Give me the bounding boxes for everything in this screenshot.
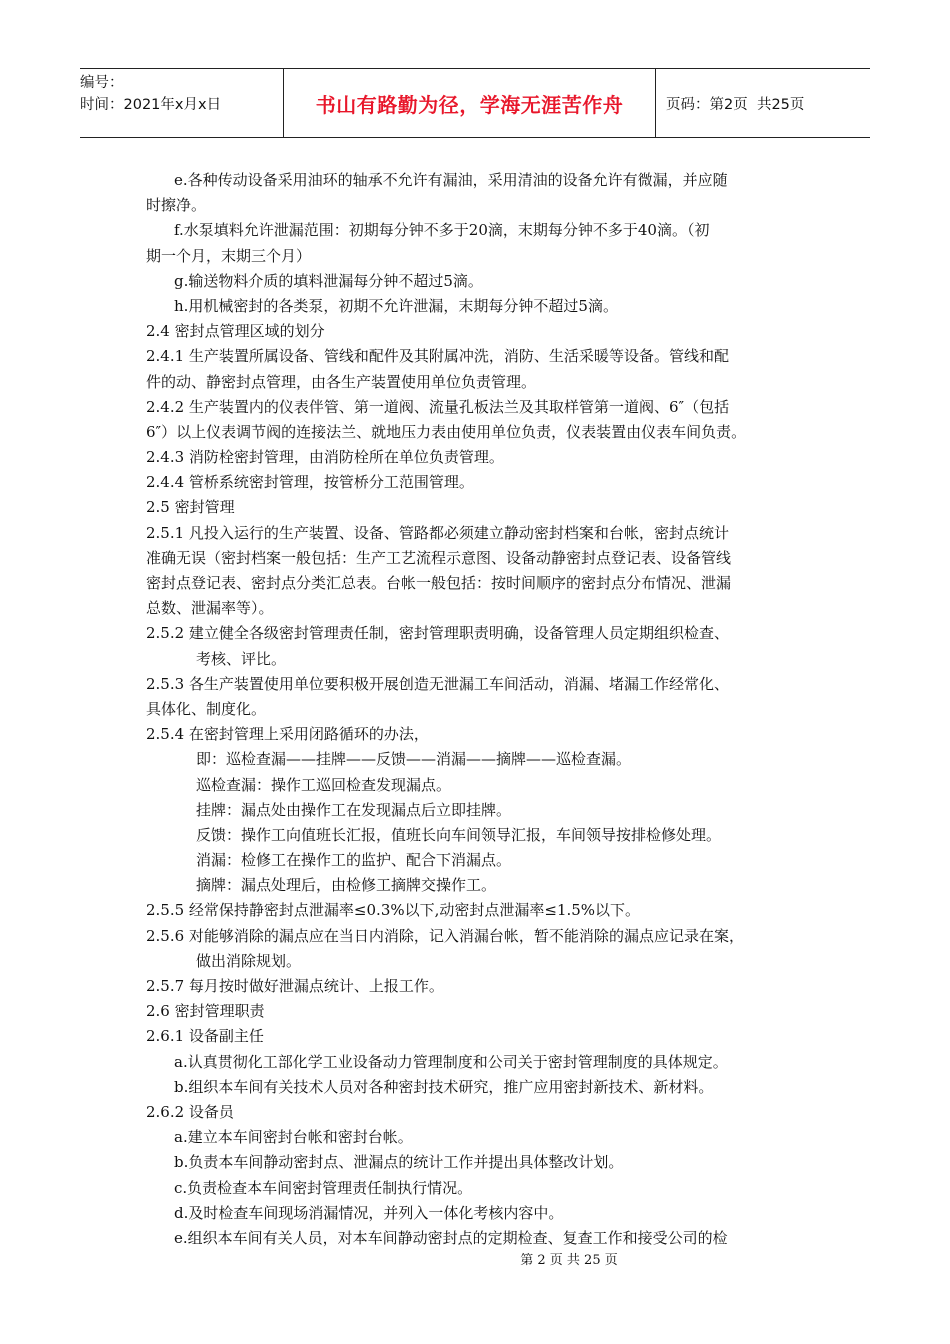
header-page-label: 页码：第2页 共25页 (666, 96, 805, 113)
body-line: 挂牌：漏点处由操作工在发现漏点后立即挂牌。 (196, 800, 512, 819)
body-line: b.组织本车间有关技术人员对各种密封技术研究，推广应用密封新技术、新材料。 (174, 1077, 714, 1096)
document-body (146, 168, 816, 1251)
document-header (80, 68, 870, 138)
body-line: 2.5.7 每月按时做好泄漏点统计、上报工作。 (146, 977, 444, 995)
body-line: 期一个月，末期三个月） (146, 246, 312, 265)
body-line: 2.5.2 建立健全各级密封管理责任制，密封管理职责明确，设备管理人员定期组织检查、 (146, 624, 729, 643)
body-line: 2.6.1 设备副主任 (146, 1027, 264, 1046)
body-line: d.及时检查车间现场消漏情况，并列入一体化考核内容中。 (174, 1203, 564, 1222)
body-line: 2.4.3 消防栓密封管理，由消防栓所在单位负责管理。 (146, 448, 504, 467)
body-line: b.负责本车间静动密封点、泄漏点的统计工作并提出具体整改计划。 (174, 1153, 624, 1172)
body-line: 做出消除规划。 (196, 951, 302, 970)
body-line: 2.6.2 设备员 (146, 1102, 234, 1121)
body-line: 2.5.6 对能够消除的漏点应在当日内消除，记入消漏台帐，暂不能消除的漏点应记录在案， (146, 926, 744, 945)
body-line: 2.6 密封管理职责 (146, 1002, 265, 1021)
body-line: 准确无误（密封档案一般包括：生产工艺流程示意图、设备动静密封点登记表、设备管线 (146, 548, 732, 567)
header-motto: 书山有路勤为径，学海无涯苦作舟 (284, 69, 656, 137)
body-line: f.水泵填料允许泄漏范围：初期每分钟不多于20滴，末期每分钟不多于40滴。（初 (174, 221, 710, 240)
header-page-cell (656, 69, 870, 137)
body-line: 2.5.1 凡投入运行的生产装置、设备、管路都必须建立静动密封档案和台帐，密封点统计 (146, 523, 729, 542)
body-line: 2.5.5 经常保持静密封点泄漏率≤0.3%以下,动密封点泄漏率≤1.5%以下。 (146, 901, 641, 920)
page-footer: 第 2 页 共 25 页 (520, 1253, 618, 1268)
body-line: 消漏：检修工在操作工的监护、配合下消漏点。 (196, 851, 512, 870)
body-line: 巡检查漏：操作工巡回检查发现漏点。 (196, 775, 452, 794)
body-line: a.认真贯彻化工部化学工业设备动力管理制度和公司关于密封管理制度的具体规定。 (174, 1052, 728, 1071)
body-line: a.建立本车间密封台帐和密封台帐。 (174, 1128, 413, 1147)
body-line: 2.5.4 在密封管理上采用闭路循环的办法， (146, 725, 429, 744)
body-line: 2.4 密封点管理区域的划分 (146, 322, 325, 341)
body-line: 2.4.4 管桥系统密封管理，按管桥分工范围管理。 (146, 473, 474, 492)
body-line: e.各种传动设备采用油环的轴承不允许有漏油，采用清油的设备允许有微漏，并应随 (174, 171, 728, 189)
body-line: 2.4.2 生产装置内的仪表伴管、第一道阀、流量孔板法兰及其取样管第一道阀、6″（包括 (146, 397, 730, 416)
body-line: g.输送物料介质的填料泄漏每分钟不超过5滴。 (174, 271, 483, 290)
body-line: h.用机械密封的各类泵，初期不允许泄漏，末期每分钟不超过5滴。 (174, 296, 618, 315)
body-line: 密封点登记表、密封点分类汇总表。台帐一般包括：按时间顺序的密封点分布情况、泄漏 (146, 574, 732, 592)
body-line: 摘牌：漏点处理后，由检修工摘牌交操作工。 (196, 876, 497, 895)
document-number-label: 编号： (80, 75, 124, 91)
body-line: 具体化、制度化。 (146, 699, 267, 718)
body-line: 2.5 密封管理 (146, 498, 235, 517)
body-line: 考核、评比。 (196, 649, 287, 668)
body-line: 2.4.1 生产装置所属设备、管线和配件及其附属冲洗，消防、生活采暖等设备。管线和配 (146, 347, 729, 366)
body-line: 件的动、静密封点管理，由各生产装置使用单位负责管理。 (146, 372, 537, 391)
body-line: c.负责检查本车间密封管理责任制执行情况。 (174, 1178, 473, 1197)
body-line: 时擦净。 (146, 196, 207, 215)
header-left-cell (80, 69, 284, 137)
body-line: 总数、泄漏率等）。 (146, 599, 274, 618)
body-line: 反馈：操作工向值班长汇报，值班长向车间领导汇报，车间领导按排检修处理。 (196, 825, 722, 844)
body-line: 6″）以上仪表调节阀的连接法兰、就地压力表由使用单位负责，仪表装置由仪表车间负责。 (146, 422, 747, 441)
body-line: 2.5.3 各生产装置使用单位要积极开展创造无泄漏工车间活动，消漏、堵漏工作经常化、 (146, 674, 729, 693)
document-time-label: 时间：2021年x月x日 (80, 97, 222, 113)
body-line: e.组织本车间有关人员，对本车间静动密封点的定期检查、复查工作和接受公司的检 (174, 1228, 728, 1247)
body-line: 即：巡检查漏——挂牌——反馈——消漏——摘牌——巡检查漏。 (196, 750, 632, 769)
